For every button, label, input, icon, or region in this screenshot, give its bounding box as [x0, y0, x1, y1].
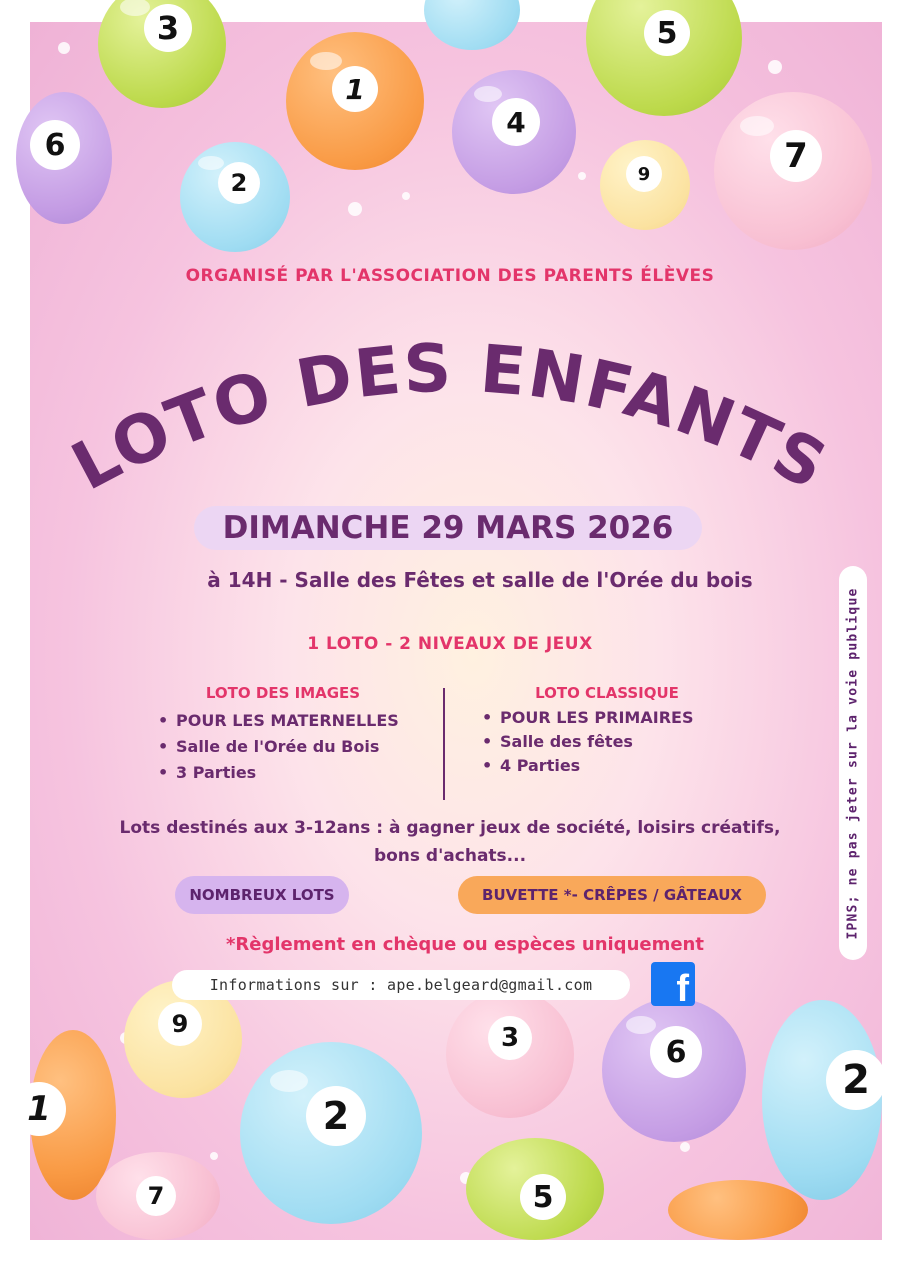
page-title-text: LOTO DES ENFANTS [59, 329, 841, 506]
ball-number: 2 [218, 162, 260, 204]
prizes-text [0, 814, 900, 870]
ball-number: 2 [306, 1086, 366, 1146]
prizes-line-2: bons d'achats... [373, 846, 527, 866]
ball-number: 9 [626, 156, 662, 192]
lotto-ball [96, 1152, 220, 1240]
facebook-icon[interactable]: f [651, 962, 695, 1006]
lotto-ball [762, 1000, 882, 1200]
sparkle-dot [210, 1152, 218, 1160]
lotto-ball [446, 990, 574, 1118]
list-item: • Salle de l'Orée du Bois [158, 737, 380, 756]
lotto-ball [180, 142, 290, 252]
column-divider [443, 688, 445, 800]
lotto-ball [668, 1180, 808, 1240]
levels-text: 1 LOTO - 2 NIVEAUX DE JEUX [307, 634, 593, 654]
prizes-line-1: Lots destinés aux 3-12ans : à gagner jeux de société, loisirs créatifs, [119, 818, 781, 838]
title-arc [0, 290, 900, 530]
lots-badge: NOMBREUX LOTS [175, 876, 349, 914]
ball-number: 3 [144, 4, 192, 52]
ball-number: 7 [136, 1176, 176, 1216]
lotto-ball [16, 92, 112, 224]
organiser-text: ORGANISÉ PAR L'ASSOCIATION DES PARENTS ÉLÈVES [185, 266, 715, 286]
sparkle-dot [680, 1142, 690, 1152]
list-item: • POUR LES MATERNELLES [158, 711, 399, 730]
lotto-ball [466, 1138, 604, 1240]
list-item: • Salle des fêtes [482, 732, 633, 751]
payment-note: *Règlement en chèque ou espèces uniquement [226, 934, 704, 955]
buvette-badge: BUVETTE *- CRÊPES / GÂTEAUX [458, 876, 766, 914]
ball-number: 5 [644, 10, 690, 56]
ball-number: 2 [826, 1050, 886, 1110]
ball-number: 6 [30, 120, 80, 170]
ball-number: 6 [650, 1026, 702, 1078]
list-item: • POUR LES PRIMAIRES [482, 708, 694, 727]
loto-classique-column [482, 684, 732, 778]
lotto-ball [286, 32, 424, 170]
lotto-ball [602, 998, 746, 1142]
ball-number: 9 [158, 1002, 202, 1046]
sparkle-dot [402, 192, 410, 200]
sparkle-dot [58, 42, 70, 54]
sparkle-dot [578, 172, 586, 180]
side-note [839, 566, 867, 960]
lotto-ball [714, 92, 872, 250]
list-item: • 3 Parties [158, 763, 257, 782]
contact-info: Informations sur : ape.belgeard@gmail.com [172, 970, 630, 1000]
page-title [60, 330, 840, 506]
loto-classique-heading: LOTO CLASSIQUE [535, 684, 679, 702]
sparkle-dot [768, 60, 782, 74]
lotto-ball [600, 140, 690, 230]
ball-number: 1 [12, 1082, 66, 1136]
event-time-place: à 14H - Salle des Fêtes et salle de l'Orée du bois [207, 568, 753, 592]
loto-images-column [158, 684, 408, 786]
lotto-ball [452, 70, 576, 194]
ball-number: 4 [492, 98, 540, 146]
sparkle-dot [348, 202, 362, 216]
lotto-ball [240, 1042, 422, 1224]
loto-images-heading: LOTO DES IMAGES [205, 684, 361, 702]
ball-number: 3 [488, 1016, 532, 1060]
side-note-text: IPNS; ne pas jeter sur la voie publique [845, 586, 861, 940]
ball-number: 7 [770, 130, 822, 182]
ball-number: 5 [520, 1174, 566, 1220]
ball-number: 1 [332, 66, 378, 112]
list-item: • 4 Parties [482, 756, 581, 775]
event-date: DIMANCHE 29 MARS 2026 [222, 510, 674, 546]
